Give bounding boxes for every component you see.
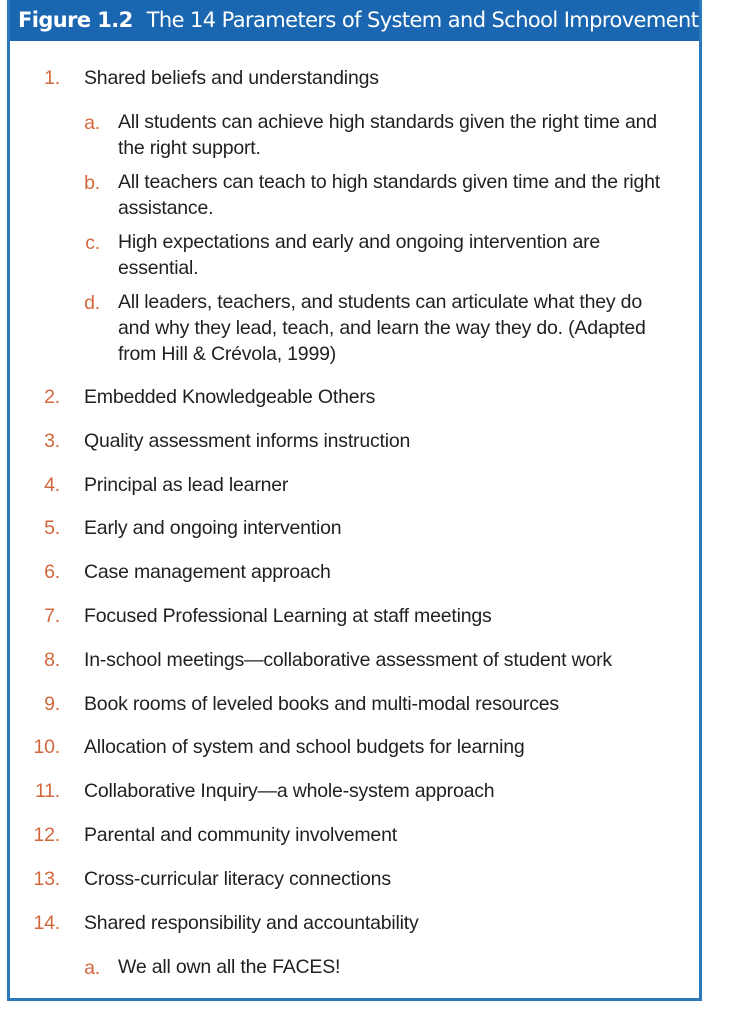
item-number: 10. [33, 736, 60, 758]
item-number: 1. [44, 67, 60, 89]
sub-item-letter: c. [85, 232, 100, 254]
item-text: Book rooms of leveled books and multi-modal resources [84, 693, 559, 715]
item-text: Case management approach [84, 561, 331, 583]
item-number: 7. [44, 605, 60, 627]
item-text: Allocation of system and school budgets for learning [84, 736, 525, 758]
item-number: 2. [44, 386, 60, 408]
sub-item-letter: d. [84, 292, 100, 314]
item-text: Early and ongoing intervention [84, 517, 342, 539]
item-number: 4. [44, 474, 60, 496]
item-text: Cross-curricular literacy connections [84, 868, 391, 890]
figure-box [7, 0, 702, 1001]
item-number: 9. [44, 693, 60, 715]
sub-item-text: All leaders, teachers, and students can articulate what they do and why they lead, teach, and learn the way they do. (Adapted from Hill & Crévola, 1999) [118, 291, 646, 365]
sub-item-letter: b. [84, 172, 100, 194]
figure-header [10, 0, 699, 41]
sub-item-letter: a. [84, 112, 100, 134]
item-text: Principal as lead learner [84, 474, 289, 496]
sub-item-text: All students can achieve high standards given the right time and the right support. [118, 111, 657, 159]
item-text: Collaborative Inquiry—a whole-system approach [84, 780, 495, 802]
sub-item-text: All teachers can teach to high standards given time and the right assistance. [118, 171, 660, 219]
item-text: Parental and community involvement [84, 824, 397, 846]
item-text: Embedded Knowledgeable Others [84, 386, 376, 408]
figure-title: The 14 Parameters of System and School Improvement [146, 8, 699, 32]
item-number: 8. [44, 649, 60, 671]
item-number: 11. [34, 780, 60, 802]
sub-item-text: High expectations and early and ongoing intervention are essential. [118, 231, 601, 279]
item-number: 6. [44, 561, 60, 583]
sub-item-text: We all own all the FACES! [118, 956, 341, 978]
item-text: Shared responsibility and accountability [84, 912, 419, 934]
item-text: Focused Professional Learning at staff meetings [84, 605, 492, 627]
item-number: 13. [33, 868, 60, 890]
item-number: 14. [33, 912, 60, 934]
item-number: 5. [44, 517, 60, 539]
item-number: 3. [44, 430, 60, 452]
item-text: Quality assessment informs instruction [84, 430, 411, 452]
item-text: In-school meetings—collaborative assessment of student work [84, 649, 612, 671]
item-text: Shared beliefs and understandings [84, 67, 379, 89]
item-number: 12. [33, 824, 60, 846]
sub-item-letter: a. [84, 957, 100, 979]
figure-label: Figure 1.2 [18, 8, 133, 32]
